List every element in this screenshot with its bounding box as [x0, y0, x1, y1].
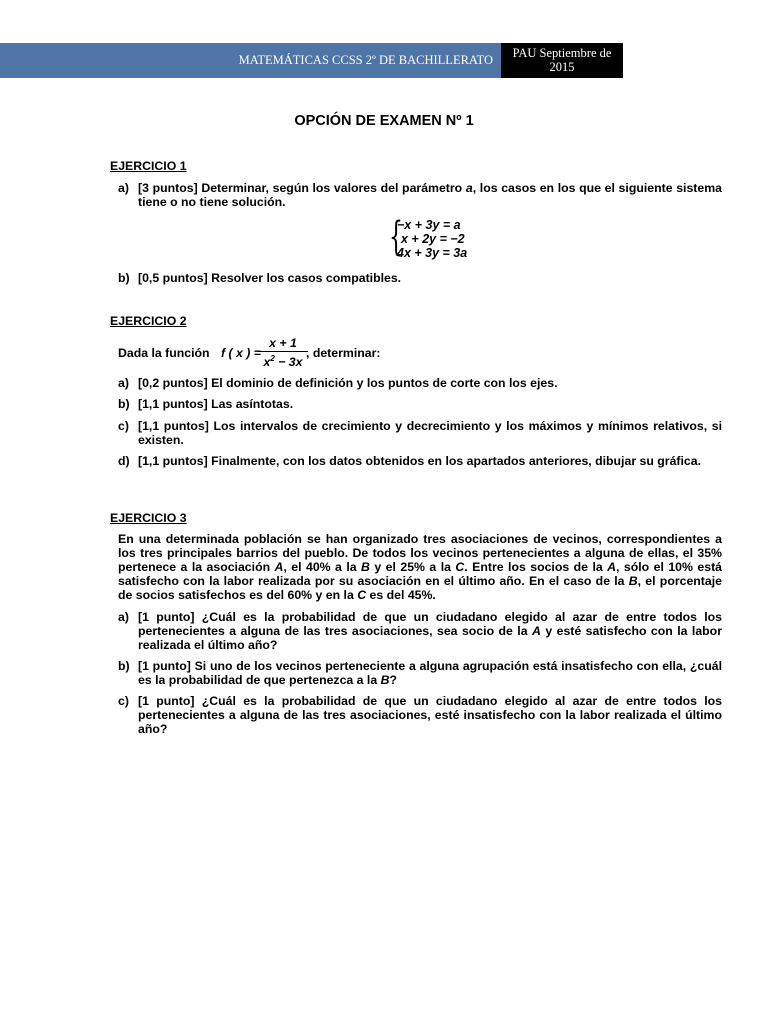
- ejercicio-1-a: [118, 181, 722, 209]
- equation-3: 4x + 3y = 3a: [397, 246, 468, 260]
- function-intro: Dada la función: [118, 346, 210, 360]
- ejercicio-2-a: [118, 376, 722, 390]
- item-text: [1,1 puntos] Las asíntotas.: [138, 397, 294, 411]
- item-label: b): [118, 271, 130, 285]
- function-outro: , determinar:: [306, 346, 381, 360]
- ejercicio-2-c: [118, 419, 722, 447]
- item-text: [1,1 puntos] Finalmente, con los datos obtenidos en los apartados anteriores, dibujar su gráfica.: [138, 454, 702, 468]
- item-label: a): [118, 181, 129, 195]
- brace-symbol: {: [389, 214, 403, 260]
- item-text: [3 puntos] Determinar, según los valores del parámetro a, los casos en los que el siguiente sistema tiene o no tiene solución.: [138, 181, 722, 209]
- item-text: [0,5 puntos] Resolver los casos compatibles.: [138, 271, 402, 285]
- item-text: [1 punto] ¿Cuál es la probabilidad de que un ciudadano elegido al azar de entre todos los pertenecientes a alguna de las tres asociaciones, esté insatisfecho con la labor realizada el último año?: [138, 694, 722, 736]
- item-text: [1 punto] ¿Cuál es la probabilidad de que un ciudadano elegido al azar de entre todos los pertenecientes a alguna de las tres asociaciones, sea socio de la A y esté satisfecho con la labor realizada el último año?: [138, 610, 722, 652]
- item-label: c): [118, 419, 129, 433]
- function-name: f ( x ) =: [221, 346, 261, 360]
- fraction-denominator: $x^2 - 3x$: [263, 354, 303, 370]
- ejercicio-3-a: [118, 610, 722, 652]
- header-exam-box: [501, 43, 623, 78]
- item-label: a): [118, 610, 129, 624]
- item-label: b): [118, 397, 130, 411]
- ejercicio-3-statement: En una determinada población se han organizado tres asociaciones de vecinos, correspondientes a los tres principales barrios del pueblo. De todos los vecinos pertenecientes a alguna de ellas, el 35% pertenece a la asociación A, el 40% a la B y el 25% a la C. Entre los socios de la A, sólo el 10% está satisfecho con la labor realizada por su asociación en el último año. En el caso de la B, el porcentaje de socios satisfechos es del 60% y en la C es del 45%.: [118, 532, 722, 602]
- item-label: c): [118, 694, 129, 708]
- ejercicio-2-b: [118, 397, 722, 411]
- ejercicio-2-d: [118, 454, 722, 468]
- ejercicio-1-heading: EJERCICIO 1: [110, 159, 187, 173]
- header-band: [0, 43, 501, 78]
- equation-2: x + 2y = −2: [401, 232, 465, 246]
- ejercicio-3-c: [118, 694, 722, 736]
- ejercicio-2-heading: EJERCICIO 2: [110, 314, 187, 328]
- item-text: [1,1 puntos] Los intervalos de crecimiento y decrecimiento y los máximos y mínimos relativos, si existen.: [138, 419, 722, 447]
- item-label: b): [118, 659, 130, 673]
- item-text: [0,2 puntos] El dominio de definición y los puntos de corte con los ejes.: [138, 376, 558, 390]
- item-label: d): [118, 454, 130, 468]
- ejercicio-3-b: [118, 659, 722, 687]
- equation-1: −x + 3y = a: [397, 218, 461, 232]
- item-text: [1 punto] Si uno de los vecinos perteneciente a alguna agrupación está insatisfecho con ella, ¿cuál es la probabilidad de que pertenezca a la B?: [138, 659, 722, 687]
- ejercicio-3-heading: EJERCICIO 3: [110, 511, 187, 525]
- header-exam: PAU Septiembre de 2015: [512, 46, 612, 74]
- header-subject: MATEMÁTICAS CCSS 2º DE BACHILLERATO: [238, 53, 493, 67]
- ejercicio-1-b: [118, 271, 722, 285]
- equation-system: [389, 214, 489, 261]
- equations: [397, 218, 467, 260]
- page-title: OPCIÓN DE EXAMEN Nº 1: [294, 113, 474, 129]
- item-label: a): [118, 376, 129, 390]
- fraction-numerator: x + 1: [258, 336, 308, 352]
- function-fraction: [258, 336, 308, 369]
- function-definition: [118, 336, 722, 372]
